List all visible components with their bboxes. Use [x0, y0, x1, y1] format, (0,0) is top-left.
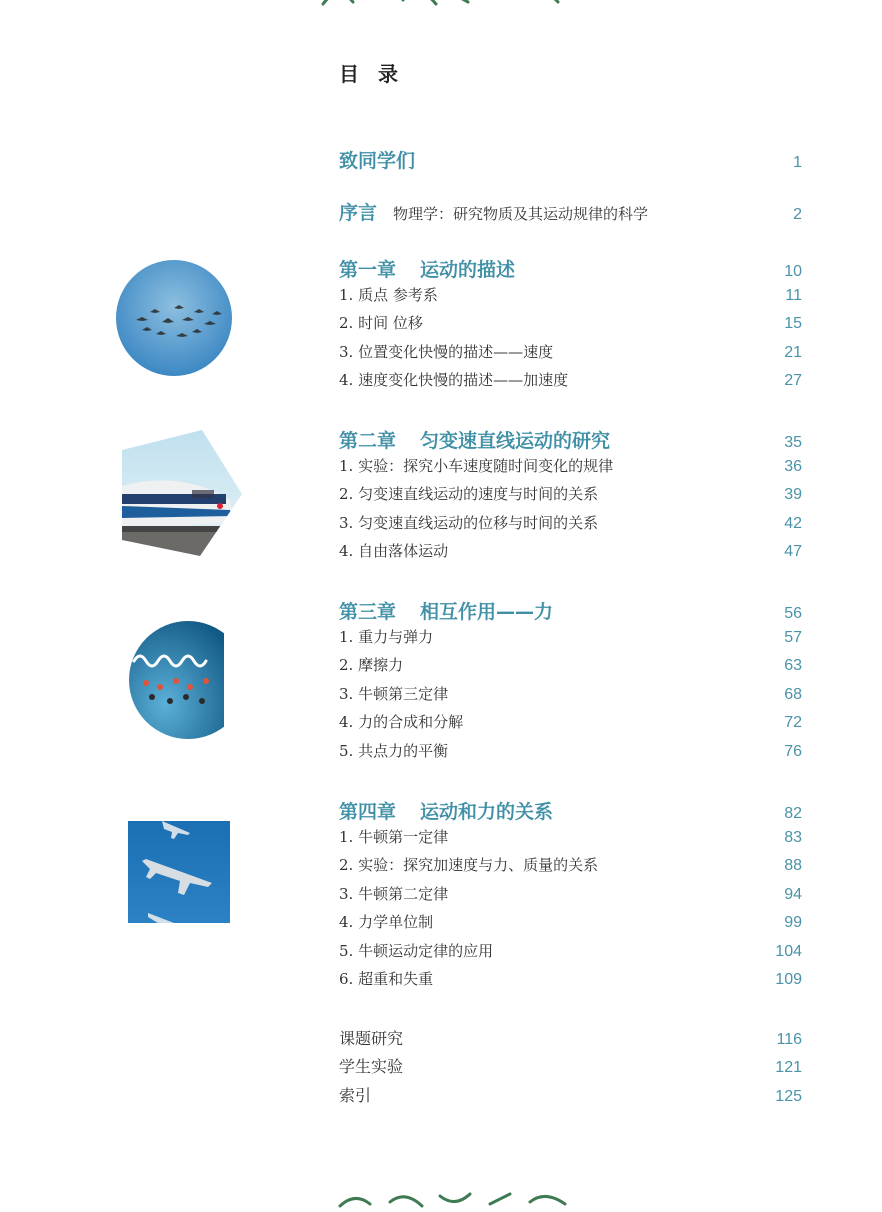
section-title: 2. 时间 位移	[339, 314, 423, 332]
section-page: 39	[784, 486, 802, 503]
intro-title: 致同学们	[339, 150, 416, 172]
preface-page: 2	[793, 206, 802, 223]
preface-subtitle: 物理学：研究物质及其运动规律的科学	[393, 205, 649, 223]
intro-page: 1	[793, 154, 802, 171]
section-title: 6. 超重和失重	[339, 970, 434, 988]
chapter-2-number: 第二章	[339, 430, 397, 452]
section-page: 36	[784, 458, 802, 475]
chapter-2-entry[interactable]	[339, 426, 802, 453]
section-page: 109	[775, 971, 802, 988]
section-title: 1. 质点 参考系	[339, 286, 438, 304]
back-matter-index[interactable]	[339, 1083, 802, 1106]
section-4-6[interactable]	[339, 968, 802, 989]
section-page: 11	[785, 287, 802, 304]
section-title: 4. 力的合成和分解	[339, 713, 464, 731]
section-page: 88	[784, 857, 802, 874]
section-page: 47	[784, 543, 802, 560]
section-page: 57	[784, 629, 802, 646]
back-matter-experiments[interactable]	[339, 1054, 802, 1077]
section-3-2[interactable]	[339, 654, 802, 675]
section-page: 63	[784, 657, 802, 674]
chapter-1-number: 第一章	[339, 259, 397, 281]
section-3-5[interactable]	[339, 740, 802, 761]
section-title: 4. 速度变化快慢的描述——加速度	[339, 371, 569, 389]
section-page: 42	[784, 515, 802, 532]
chapter-2-page: 35	[784, 434, 802, 451]
section-2-4[interactable]	[339, 540, 802, 561]
section-4-3[interactable]	[339, 883, 802, 904]
section-3-1[interactable]	[339, 626, 802, 647]
section-4-1[interactable]	[339, 826, 802, 847]
section-page: 83	[784, 829, 802, 846]
section-title: 5. 牛顿运动定律的应用	[339, 942, 494, 960]
section-4-4[interactable]	[339, 911, 802, 932]
section-title: 3. 位置变化快慢的描述——速度	[339, 343, 554, 361]
section-page: 99	[784, 914, 802, 931]
section-page: 104	[775, 943, 802, 960]
section-1-3[interactable]	[339, 341, 802, 362]
section-2-3[interactable]	[339, 512, 802, 533]
section-title: 1. 牛顿第一定律	[339, 828, 449, 846]
preface-label: 序言	[339, 202, 378, 224]
section-page: 21	[784, 344, 802, 361]
section-title: 5. 共点力的平衡	[339, 742, 449, 760]
chapter-3-skydivers-image	[126, 621, 224, 739]
section-1-4[interactable]	[339, 369, 802, 390]
toc-entry-preface[interactable]	[339, 198, 802, 225]
section-title: 3. 牛顿第二定律	[339, 885, 449, 903]
chapter-2-title: 匀变速直线运动的研究	[420, 430, 611, 452]
back-matter-research[interactable]	[339, 1026, 802, 1049]
section-title: 3. 牛顿第三定律	[339, 685, 449, 703]
section-title: 4. 自由落体运动	[339, 542, 449, 560]
back-matter-title: 索引	[339, 1086, 372, 1105]
publisher-watermark-top	[318, 0, 578, 10]
section-title: 2. 实验：探究加速度与力、质量的关系	[339, 856, 599, 874]
section-title: 2. 摩擦力	[339, 656, 404, 674]
back-matter-title: 学生实验	[339, 1057, 404, 1076]
chapter-4-entry[interactable]	[339, 797, 802, 824]
back-matter-title: 课题研究	[339, 1029, 404, 1048]
toc-entry-intro[interactable]	[339, 146, 802, 173]
section-4-2[interactable]	[339, 854, 802, 875]
chapter-4-number: 第四章	[339, 801, 397, 823]
section-title: 1. 重力与弹力	[339, 628, 434, 646]
chapter-2-maglev-train-image	[122, 430, 242, 556]
publisher-watermark-bottom	[330, 1188, 590, 1208]
chapter-1-birds-image	[116, 260, 232, 376]
section-1-1[interactable]	[339, 284, 802, 305]
section-2-1[interactable]	[339, 455, 802, 476]
chapter-1-title: 运动的描述	[420, 259, 516, 281]
back-matter-page: 121	[775, 1059, 802, 1076]
section-page: 72	[784, 714, 802, 731]
chapter-4-page: 82	[784, 805, 802, 822]
chapter-4-title: 运动和力的关系	[420, 801, 554, 823]
section-page: 94	[784, 886, 802, 903]
chapter-1-page: 10	[784, 263, 802, 280]
section-4-5[interactable]	[339, 940, 802, 961]
chapter-3-title: 相互作用——力	[420, 601, 554, 623]
section-page: 27	[784, 372, 802, 389]
section-3-4[interactable]	[339, 711, 802, 732]
section-2-2[interactable]	[339, 483, 802, 504]
chapter-3-page: 56	[784, 605, 802, 622]
section-1-2[interactable]	[339, 312, 802, 333]
chapter-4-fighter-jets-image	[128, 821, 230, 923]
toc-heading: 目 录	[339, 62, 404, 86]
section-page: 68	[784, 686, 802, 703]
chapter-3-number: 第三章	[339, 601, 397, 623]
section-title: 3. 匀变速直线运动的位移与时间的关系	[339, 514, 599, 532]
chapter-3-entry[interactable]	[339, 597, 802, 624]
section-title: 4. 力学单位制	[339, 913, 434, 931]
section-title: 1. 实验：探究小车速度随时间变化的规律	[339, 457, 614, 475]
back-matter-page: 116	[776, 1031, 802, 1048]
section-page: 15	[784, 315, 802, 332]
chapter-1-entry[interactable]	[339, 255, 802, 282]
back-matter-page: 125	[775, 1088, 802, 1105]
section-3-3[interactable]	[339, 683, 802, 704]
section-page: 76	[784, 743, 802, 760]
section-title: 2. 匀变速直线运动的速度与时间的关系	[339, 485, 599, 503]
